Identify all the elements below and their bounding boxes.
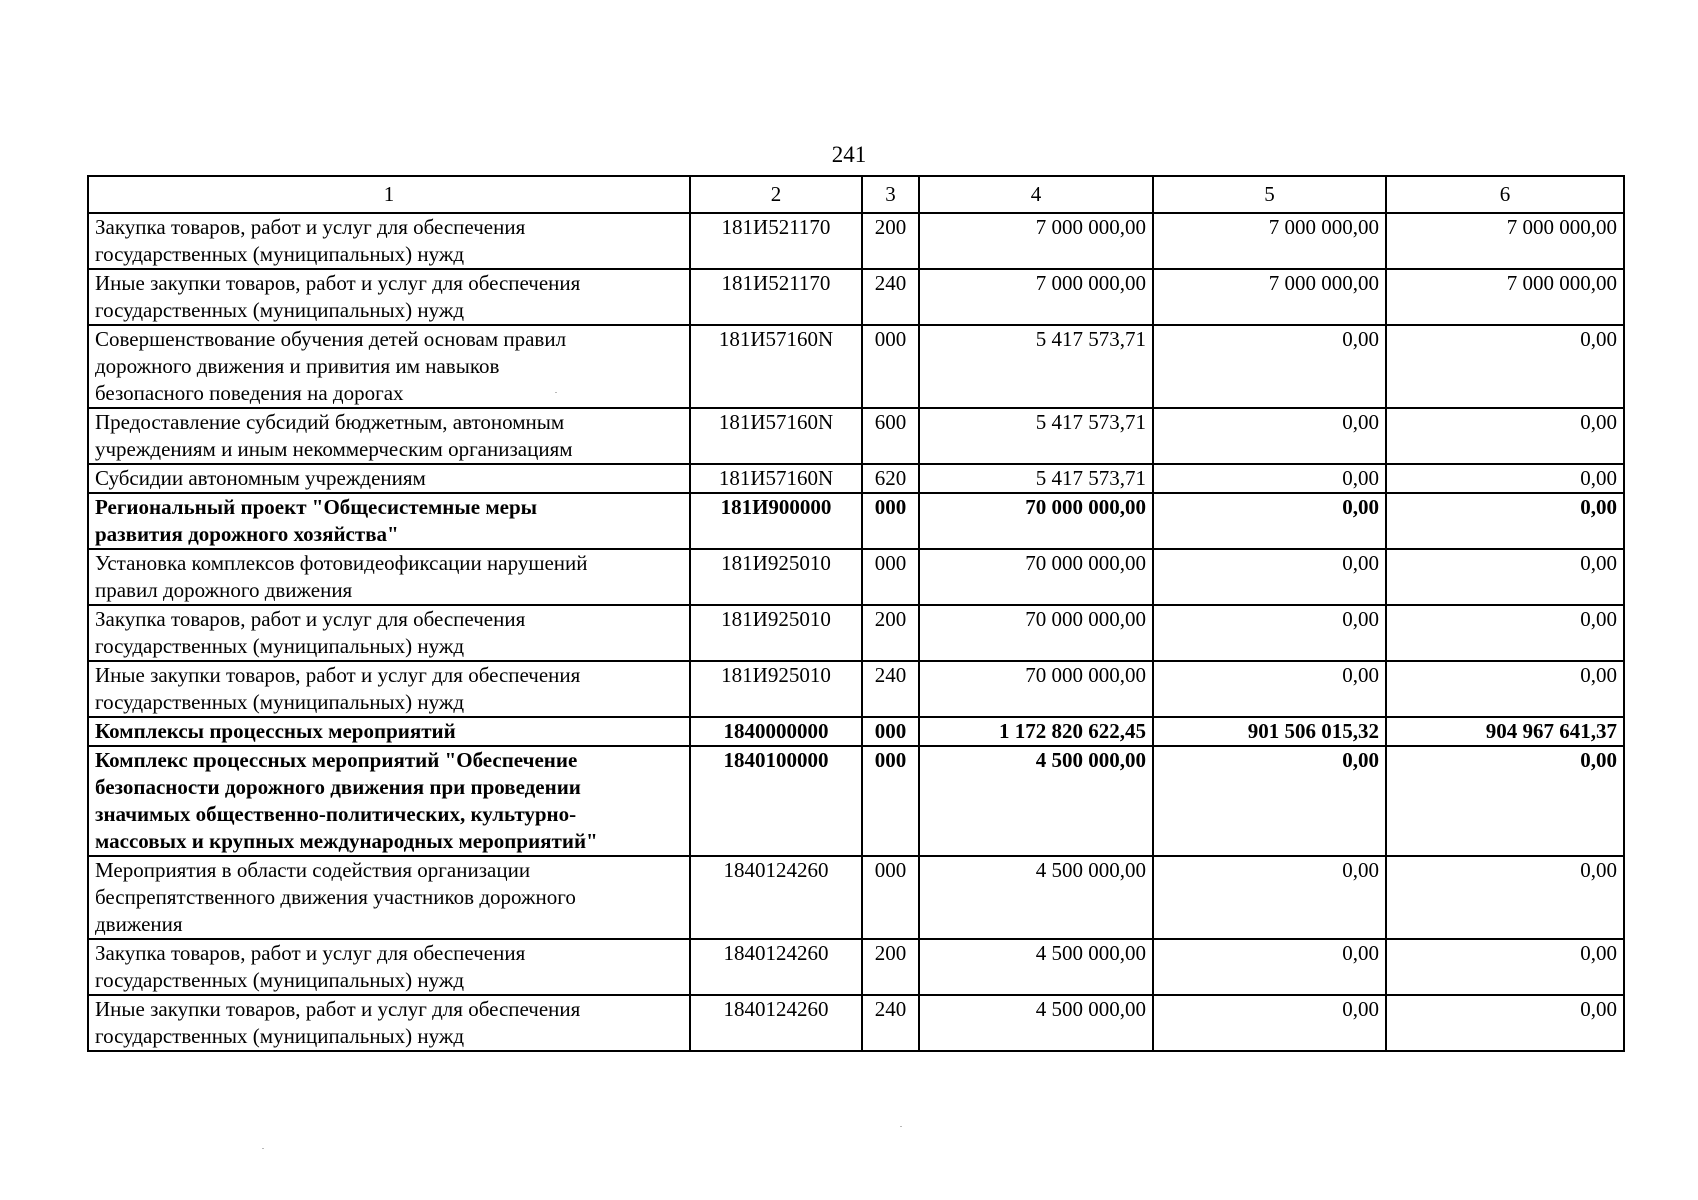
row-name-line: учреждениям и иным некоммерческим организациям: [95, 437, 573, 461]
row-expense-type: 620: [862, 464, 919, 493]
row-name-line: Закупка товаров, работ и услуг для обеспечения: [95, 607, 526, 631]
row-name-line: Предоставление субсидий бюджетным, автономным: [95, 410, 565, 434]
row-amount: 0,00: [1386, 661, 1624, 717]
row-name-line: Региональный проект "Общесистемные меры: [95, 495, 538, 519]
row-name: [88, 856, 690, 939]
row-amount: 4 500 000,00: [919, 746, 1153, 856]
row-name-line: Иные закупки товаров, работ и услуг для обеспечения: [95, 997, 581, 1021]
row-code: 181И57160N: [690, 408, 862, 464]
column-header: 6: [1386, 176, 1624, 213]
row-amount: 0,00: [1386, 746, 1624, 856]
row-expense-type: 000: [862, 746, 919, 856]
table-row: [88, 605, 1624, 661]
row-name-line: беспрепятственного движения участников дорожного: [95, 885, 576, 909]
row-name: [88, 939, 690, 995]
row-expense-type: 200: [862, 605, 919, 661]
row-amount: 7 000 000,00: [1153, 213, 1386, 269]
row-amount: 0,00: [1386, 856, 1624, 939]
row-amount: 5 417 573,71: [919, 464, 1153, 493]
row-amount: 0,00: [1386, 549, 1624, 605]
row-name: [88, 213, 690, 269]
row-name-line: государственных (муниципальных) нужд: [95, 298, 465, 322]
row-code: 181И900000: [690, 493, 862, 549]
row-amount: 7 000 000,00: [919, 269, 1153, 325]
row-expense-type: 000: [862, 856, 919, 939]
row-amount: 0,00: [1386, 408, 1624, 464]
row-name: [88, 269, 690, 325]
row-code: 181И57160N: [690, 464, 862, 493]
row-amount: 0,00: [1386, 325, 1624, 408]
row-amount: 904 967 641,37: [1386, 717, 1624, 746]
row-amount: 0,00: [1153, 939, 1386, 995]
row-name-line: значимых общественно-политических, культурно-: [95, 802, 577, 826]
row-code: 181И521170: [690, 213, 862, 269]
table-row: [88, 493, 1624, 549]
table-row: [88, 213, 1624, 269]
row-name: [88, 746, 690, 856]
row-amount: 0,00: [1153, 856, 1386, 939]
table-row: [88, 856, 1624, 939]
row-name-line: государственных (муниципальных) нужд: [95, 968, 465, 992]
row-amount: 0,00: [1153, 325, 1386, 408]
row-name-line: дорожного движения и привития им навыков: [95, 354, 500, 378]
row-name-line: безопасности дорожного движения при проведении: [95, 775, 581, 799]
row-amount: 901 506 015,32: [1153, 717, 1386, 746]
row-amount: 7 000 000,00: [1386, 269, 1624, 325]
row-expense-type: 000: [862, 717, 919, 746]
row-name-line: Закупка товаров, работ и услуг для обеспечения: [95, 941, 526, 965]
row-amount: 0,00: [1386, 493, 1624, 549]
row-amount: 0,00: [1153, 605, 1386, 661]
row-expense-type: 240: [862, 995, 919, 1051]
table-row: [88, 269, 1624, 325]
row-amount: 5 417 573,71: [919, 325, 1153, 408]
row-amount: 0,00: [1386, 939, 1624, 995]
row-code: 181И925010: [690, 549, 862, 605]
row-amount: 4 500 000,00: [919, 856, 1153, 939]
row-amount: 70 000 000,00: [919, 661, 1153, 717]
row-name-line: Закупка товаров, работ и услуг для обеспечения: [95, 215, 526, 239]
row-name-line: движения: [95, 912, 183, 936]
row-expense-type: 240: [862, 661, 919, 717]
column-header: 3: [862, 176, 919, 213]
row-name: [88, 605, 690, 661]
row-amount: 0,00: [1386, 995, 1624, 1051]
row-code: 1840000000: [690, 717, 862, 746]
header-row: [88, 176, 1624, 213]
row-amount: 7 000 000,00: [1386, 213, 1624, 269]
table-row: [88, 939, 1624, 995]
row-name: [88, 464, 690, 493]
row-name-line: развития дорожного хозяйства": [95, 522, 399, 546]
row-name: [88, 717, 690, 746]
table-row: [88, 717, 1624, 746]
row-amount: 0,00: [1153, 549, 1386, 605]
table-row: [88, 995, 1624, 1051]
row-name: [88, 493, 690, 549]
row-code: 1840100000: [690, 746, 862, 856]
row-amount: 70 000 000,00: [919, 605, 1153, 661]
row-amount: 70 000 000,00: [919, 549, 1153, 605]
column-header: 4: [919, 176, 1153, 213]
row-amount: 7 000 000,00: [1153, 269, 1386, 325]
row-name-line: государственных (муниципальных) нужд: [95, 1024, 465, 1048]
row-code: 1840124260: [690, 995, 862, 1051]
row-code: 181И925010: [690, 605, 862, 661]
row-code: 181И521170: [690, 269, 862, 325]
row-name: [88, 408, 690, 464]
row-expense-type: 200: [862, 939, 919, 995]
row-name-line: государственных (муниципальных) нужд: [95, 242, 465, 266]
row-amount: 0,00: [1153, 493, 1386, 549]
row-expense-type: 240: [862, 269, 919, 325]
row-name-line: государственных (муниципальных) нужд: [95, 690, 465, 714]
row-name: [88, 325, 690, 408]
row-name-line: Комплексы процессных мероприятий: [95, 719, 456, 743]
scan-speck: [555, 392, 557, 393]
row-amount: 70 000 000,00: [919, 493, 1153, 549]
row-expense-type: 000: [862, 325, 919, 408]
row-name-line: Иные закупки товаров, работ и услуг для обеспечения: [95, 663, 581, 687]
scan-speck: [900, 1126, 902, 1127]
row-name-line: Совершенствование обучения детей основам правил: [95, 327, 567, 351]
row-name-line: Комплекс процессных мероприятий "Обеспечение: [95, 748, 578, 772]
row-expense-type: 000: [862, 549, 919, 605]
row-name-line: государственных (муниципальных) нужд: [95, 634, 465, 658]
row-expense-type: 600: [862, 408, 919, 464]
row-amount: 4 500 000,00: [919, 939, 1153, 995]
row-amount: 0,00: [1153, 464, 1386, 493]
row-amount: 0,00: [1153, 408, 1386, 464]
row-name-line: массовых и крупных международных мероприятий": [95, 829, 598, 853]
row-name-line: Субсидии автономным учреждениям: [95, 466, 426, 490]
budget-table: [87, 175, 1625, 1052]
row-amount: 0,00: [1153, 746, 1386, 856]
row-amount: 5 417 573,71: [919, 408, 1153, 464]
table-row: [88, 408, 1624, 464]
page-number: 241: [831, 142, 867, 167]
row-name: [88, 995, 690, 1051]
column-header: 1: [88, 176, 690, 213]
row-name-line: Установка комплексов фотовидеофиксации нарушений: [95, 551, 588, 575]
row-name: [88, 549, 690, 605]
row-amount: 0,00: [1153, 995, 1386, 1051]
row-amount: 0,00: [1386, 464, 1624, 493]
row-code: 1840124260: [690, 939, 862, 995]
row-amount: 4 500 000,00: [919, 995, 1153, 1051]
row-amount: 0,00: [1386, 605, 1624, 661]
row-code: 181И57160N: [690, 325, 862, 408]
column-header: 5: [1153, 176, 1386, 213]
row-name-line: Мероприятия в области содействия организации: [95, 858, 531, 882]
row-name: [88, 661, 690, 717]
table-row: [88, 325, 1624, 408]
row-amount: 1 172 820 622,45: [919, 717, 1153, 746]
row-expense-type: 200: [862, 213, 919, 269]
row-code: 1840124260: [690, 856, 862, 939]
column-header: 2: [690, 176, 862, 213]
scan-speck: [262, 1148, 264, 1149]
row-amount: 7 000 000,00: [919, 213, 1153, 269]
row-code: 181И925010: [690, 661, 862, 717]
table-row: [88, 746, 1624, 856]
table-body: [88, 176, 1624, 1051]
row-name-line: безопасного поведения на дорогах: [95, 381, 404, 405]
row-amount: 0,00: [1153, 661, 1386, 717]
row-expense-type: 000: [862, 493, 919, 549]
row-name-line: Иные закупки товаров, работ и услуг для обеспечения: [95, 271, 581, 295]
table-row: [88, 549, 1624, 605]
row-name-line: правил дорожного движения: [95, 578, 353, 602]
table-row: [88, 661, 1624, 717]
table-row: [88, 464, 1624, 493]
